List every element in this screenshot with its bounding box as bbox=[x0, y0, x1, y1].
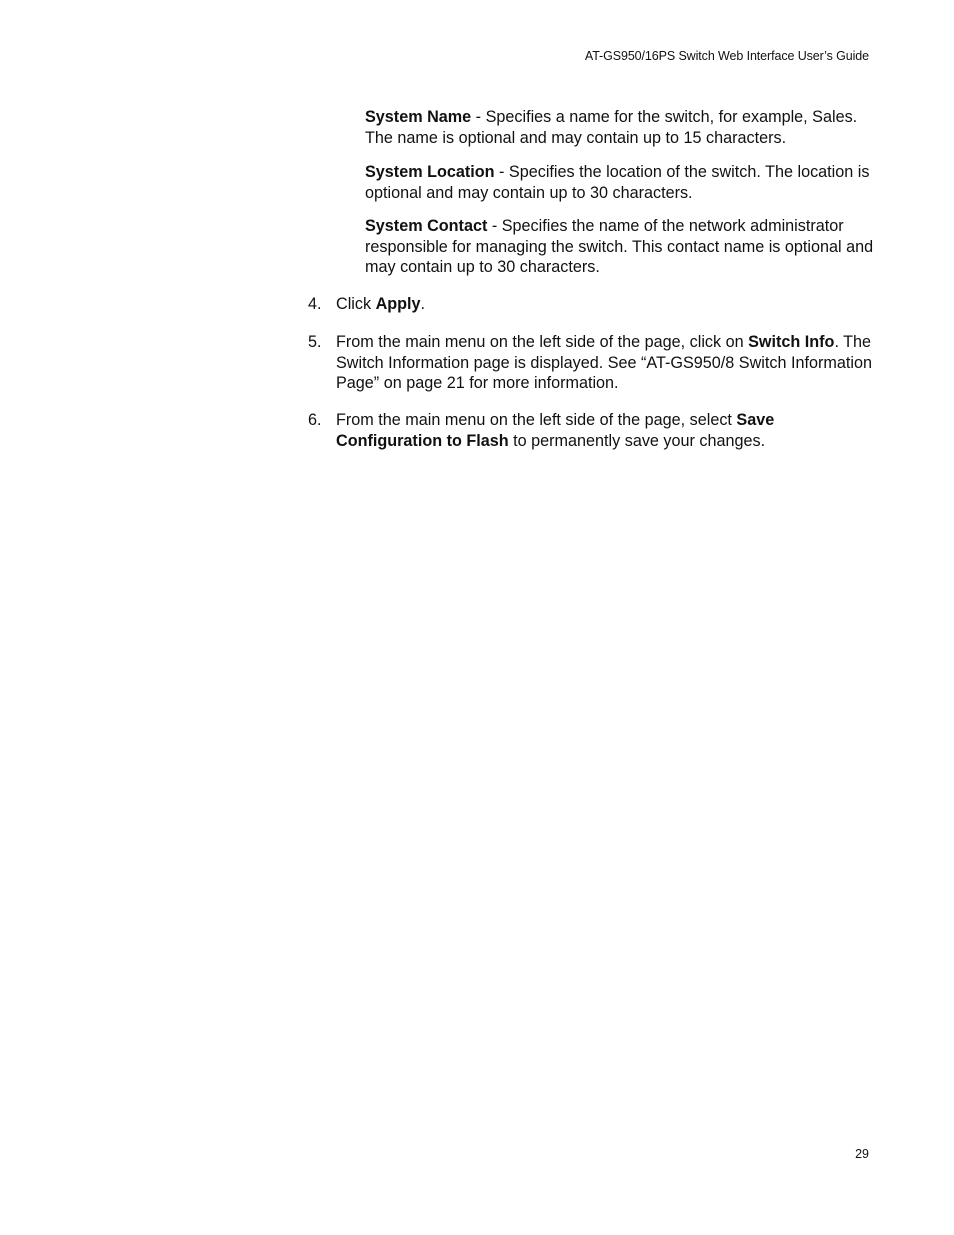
step-6 bbox=[308, 410, 876, 451]
step-4 bbox=[308, 294, 876, 315]
step-5 bbox=[308, 332, 876, 394]
step-text-bold: Apply bbox=[375, 295, 421, 313]
step-text-post: . bbox=[420, 295, 426, 313]
step-text-bold: Save Configuration to Flash bbox=[336, 411, 775, 450]
step-text bbox=[336, 332, 876, 394]
definition-system-location bbox=[365, 162, 875, 203]
definition-description: - Specifies the location of the switch. The location is optional and may contain up to 30 characters. bbox=[365, 163, 870, 202]
step-text-pre: Click bbox=[336, 295, 376, 313]
step-number: 4. bbox=[308, 295, 322, 313]
page-number: 29 bbox=[855, 1147, 869, 1161]
definition-term: System Location bbox=[365, 163, 495, 181]
step-text bbox=[336, 410, 876, 451]
step-text-pre: From the main menu on the left side of the page, click on bbox=[336, 333, 749, 351]
step-text-bold: Switch Info bbox=[748, 333, 835, 351]
step-text-post: . The Switch Information page is displayed. See “AT-GS950/8 Switch Information Page” on page 21 for more information. bbox=[336, 333, 872, 392]
definition-term: System Name bbox=[365, 108, 472, 126]
definition-description: - Specifies a name for the switch, for example, Sales. The name is optional and may contain up to 15 characters. bbox=[365, 108, 858, 147]
running-header: AT-GS950/16PS Switch Web Interface User’s Guide bbox=[584, 49, 869, 63]
definition-term: System Contact bbox=[365, 217, 488, 235]
step-number: 5. bbox=[308, 333, 322, 351]
step-text bbox=[336, 294, 876, 315]
definition-system-name bbox=[365, 107, 875, 148]
step-text-post: to permanently save your changes. bbox=[508, 431, 766, 450]
step-text-pre: From the main menu on the left side of the page, select bbox=[336, 411, 737, 429]
definition-system-contact bbox=[365, 216, 875, 278]
definition-description: - Specifies the name of the network administrator responsible for managing the switch. This contact name is optional and may contain up to 30 characters. bbox=[365, 217, 874, 276]
step-number: 6. bbox=[308, 411, 322, 429]
